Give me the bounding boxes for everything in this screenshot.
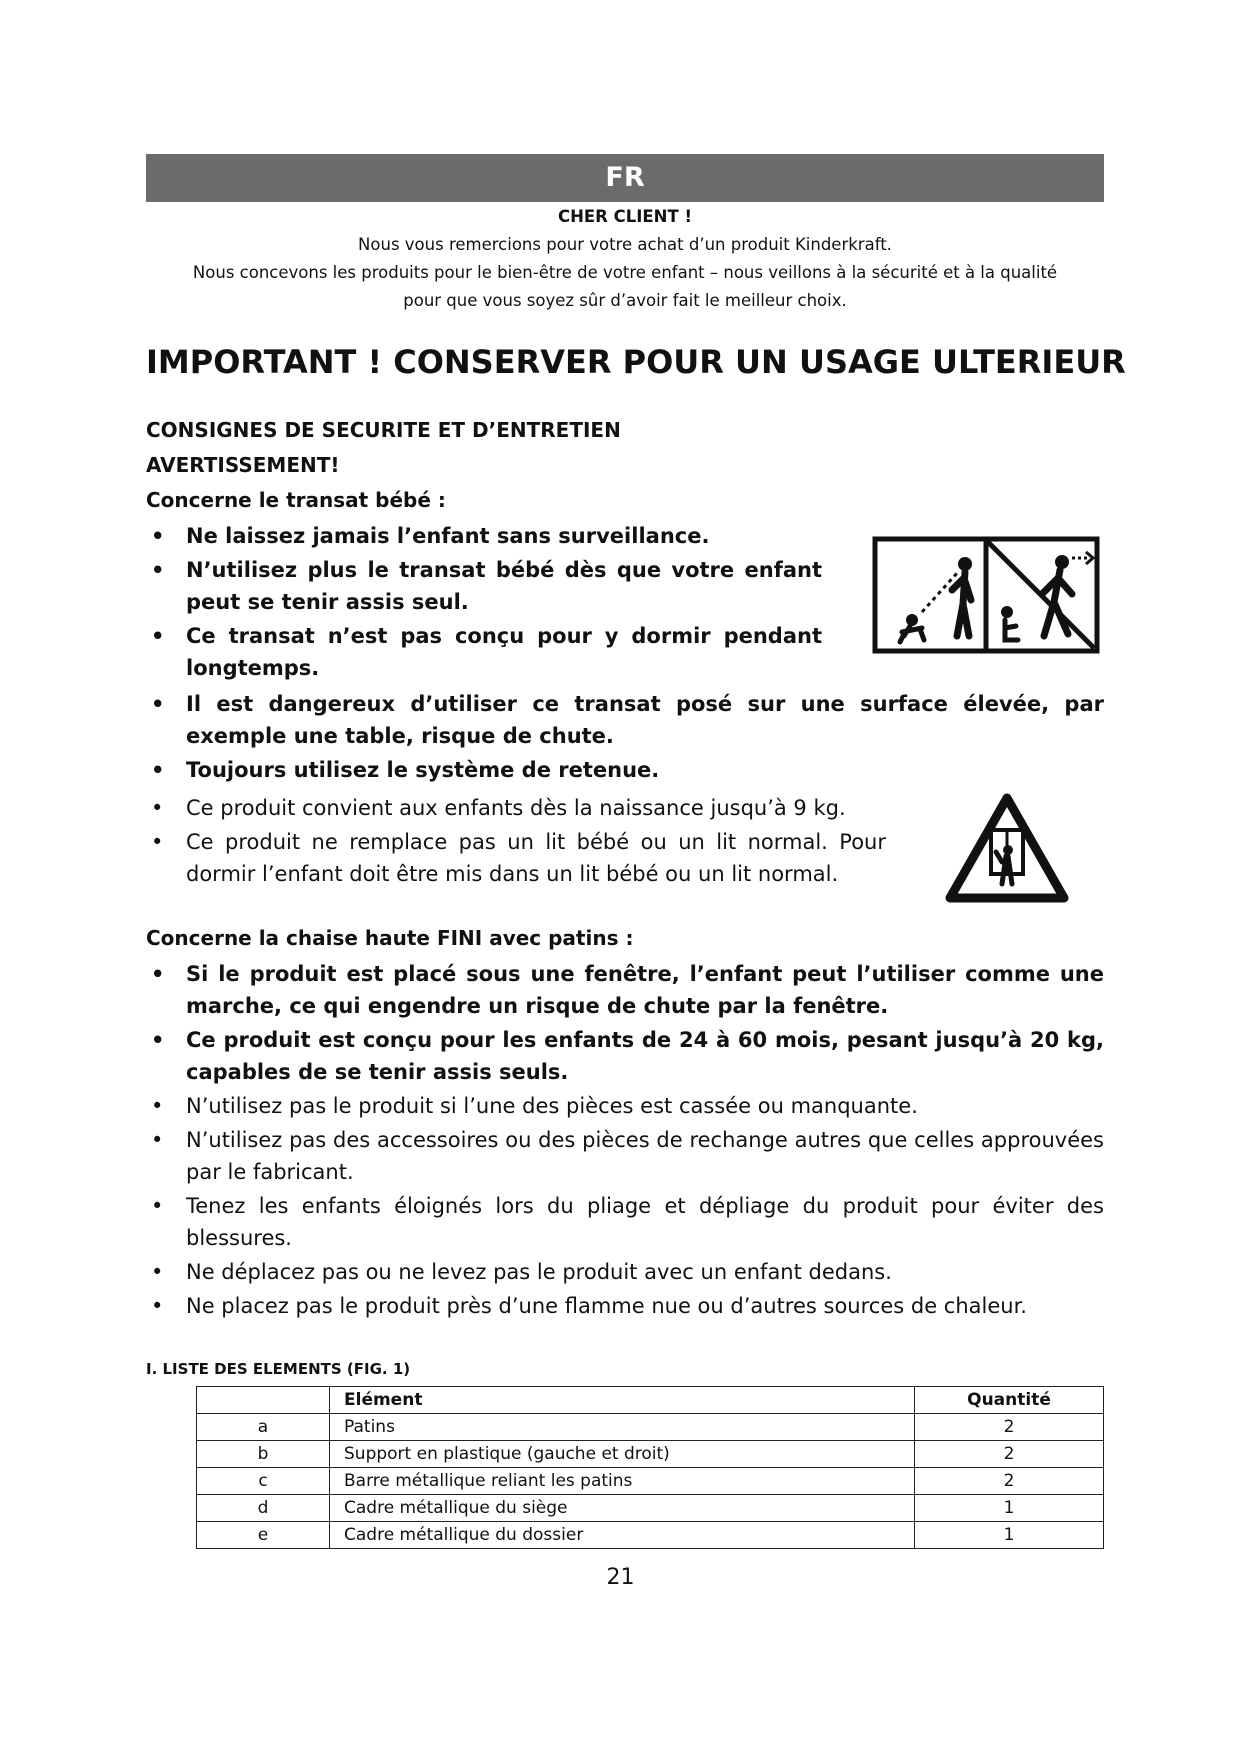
- element-quantity: 2: [915, 1441, 1104, 1468]
- intro-line: Nous vous remercions pour votre achat d’un produit Kinderkraft.: [358, 235, 892, 254]
- bouncer-warning-list-continued: [146, 688, 1104, 788]
- table-header-row: [197, 1387, 1104, 1414]
- element-name: Cadre métallique du siège: [330, 1495, 915, 1522]
- element-quantity: 2: [915, 1468, 1104, 1495]
- elements-table: [196, 1386, 1104, 1549]
- elements-list-title: I. LISTE DES ELEMENTS (FIG. 1): [146, 1360, 411, 1378]
- bouncer-info-list: [146, 792, 886, 892]
- chair-warning-list: [146, 958, 1104, 1324]
- list-item: • Ne laissez jamais l’enfant sans surveillance.: [146, 520, 822, 552]
- element-name: Barre métallique reliant les patins: [330, 1468, 915, 1495]
- column-header: [197, 1387, 330, 1414]
- element-letter: b: [197, 1441, 330, 1468]
- table-row: [197, 1468, 1104, 1495]
- chair-section-title: Concerne la chaise haute FINI avec patins :: [146, 926, 634, 950]
- element-quantity: 2: [915, 1414, 1104, 1441]
- intro-block: [146, 203, 1104, 315]
- element-name: Patins: [330, 1414, 915, 1441]
- column-header-element: Elément: [330, 1387, 915, 1414]
- element-quantity: 1: [915, 1495, 1104, 1522]
- important-title: IMPORTANT ! CONSERVER POUR UN USAGE ULTERIEUR: [146, 343, 1126, 381]
- column-header-quantity: Quantité: [915, 1387, 1104, 1414]
- table-row: [197, 1441, 1104, 1468]
- table-row: [197, 1522, 1104, 1549]
- list-item: • Ne déplacez pas ou ne levez pas le produit avec un enfant dedans.: [146, 1256, 1104, 1288]
- list-item: • Toujours utilisez le système de retenue.: [146, 754, 1104, 786]
- list-item: • N’utilisez plus le transat bébé dès que votre enfant peut se tenir assis seul.: [146, 554, 822, 618]
- table-row: [197, 1495, 1104, 1522]
- list-item: • Ce produit ne remplace pas un lit bébé ou un lit normal. Pour dormir l’enfant doit être mis dans un lit bébé ou un lit normal.: [146, 826, 886, 890]
- element-letter: e: [197, 1522, 330, 1549]
- table-row: [197, 1414, 1104, 1441]
- element-name: Cadre métallique du dossier: [330, 1522, 915, 1549]
- list-item: • Ce produit convient aux enfants dès la naissance jusqu’à 9 kg.: [146, 792, 886, 824]
- warning-heading: AVERTISSEMENT!: [146, 453, 340, 477]
- unattended-child-warning-icon: [872, 536, 1100, 654]
- list-item: • Il est dangereux d’utiliser ce transat posé sur une surface élevée, par exemple une table, risque de chute.: [146, 688, 1104, 752]
- list-item: • Ce produit est conçu pour les enfants de 24 à 60 mois, pesant jusqu’à 20 kg, capables de se tenir assis seuls.: [146, 1024, 1104, 1088]
- intro-line: pour que vous soyez sûr d’avoir fait le meilleur choix.: [403, 291, 847, 310]
- element-name: Support en plastique (gauche et droit): [330, 1441, 915, 1468]
- list-item: • N’utilisez pas le produit si l’une des pièces est cassée ou manquante.: [146, 1090, 1104, 1122]
- list-item: • Ce transat n’est pas conçu pour y dormir pendant longtemps.: [146, 620, 822, 684]
- page-number: 21: [606, 1565, 635, 1590]
- bouncer-warning-list: [146, 520, 822, 686]
- list-item: • Tenez les enfants éloignés lors du pliage et dépliage du produit pour éviter des blessures.: [146, 1190, 1104, 1254]
- element-quantity: 1: [915, 1522, 1104, 1549]
- element-letter: c: [197, 1468, 330, 1495]
- list-item: • Ne placez pas le produit près d’une flamme nue ou d’autres sources de chaleur.: [146, 1290, 1104, 1322]
- bouncer-section-title: Concerne le transat bébé :: [146, 488, 446, 512]
- element-letter: d: [197, 1495, 330, 1522]
- list-item: • N’utilisez pas des accessoires ou des pièces de rechange autres que celles approuvées par le fabricant.: [146, 1124, 1104, 1188]
- intro-line: Nous concevons les produits pour le bien-être de votre enfant – nous veillons à la sécurité et à la qualité: [192, 263, 1058, 282]
- fall-hazard-triangle-icon: [944, 792, 1070, 904]
- safety-heading: CONSIGNES DE SECURITE ET D’ENTRETIEN: [146, 418, 621, 442]
- element-letter: a: [197, 1414, 330, 1441]
- list-item: • Si le produit est placé sous une fenêtre, l’enfant peut l’utiliser comme une marche, ce qui engendre un risque de chute par la fenêtre.: [146, 958, 1104, 1022]
- greeting: CHER CLIENT !: [557, 207, 692, 226]
- language-header-bar: FR: [146, 154, 1104, 202]
